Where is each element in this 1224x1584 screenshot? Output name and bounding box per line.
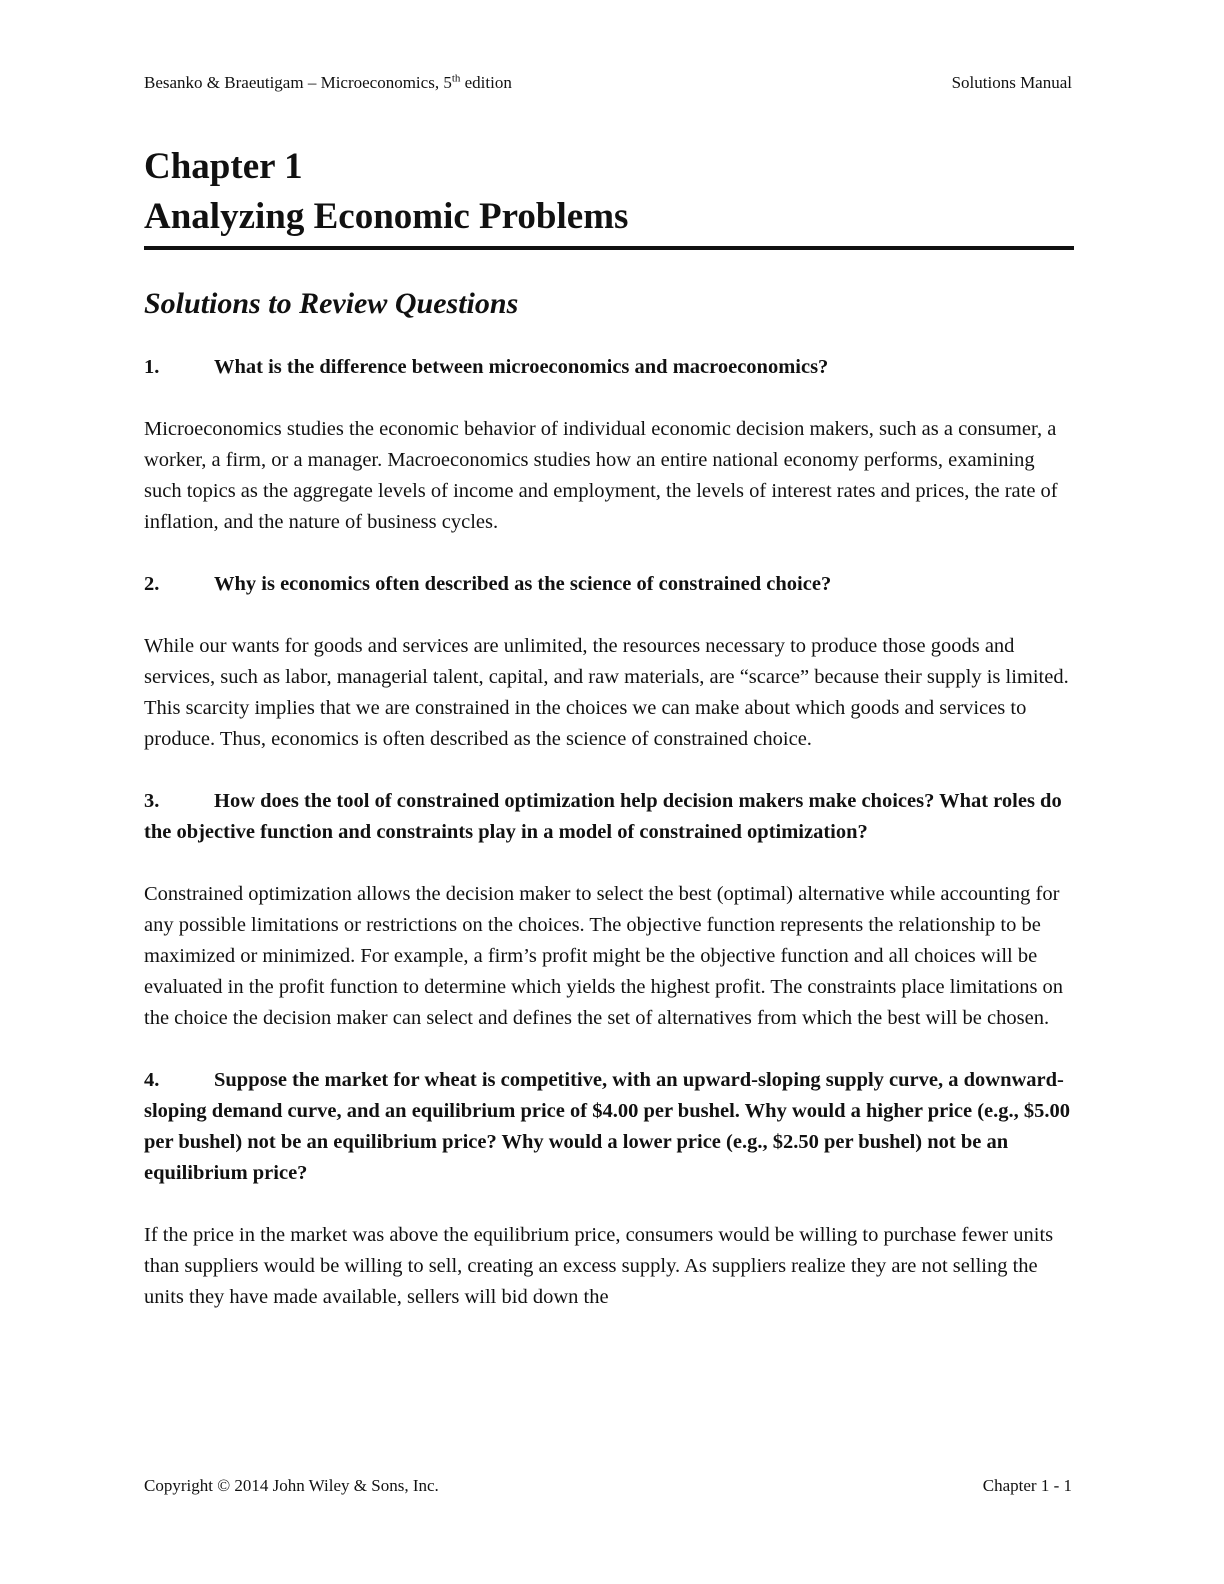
question-body: How does the tool of constrained optimization help decision makers make choices? What roles do the objective function and constraints play in a model of constrained optimization?	[144, 790, 1062, 843]
question-block	[144, 786, 1074, 1034]
chapter-number: Chapter 1	[144, 146, 303, 187]
question-text	[144, 786, 1074, 848]
footer-copyright: Copyright © 2014 John Wiley & Sons, Inc.	[144, 1476, 439, 1495]
question-body: Suppose the market for wheat is competitive, with an upward-sloping supply curve, a downward-sloping demand curve, and an equilibrium price of $4.00 per bushel. Why would a higher price (e.g., $5.00 per bushel) not be an equilibrium price? Why would a lower price (e.g., $2.50 per bushel) not be an equilibrium price?	[144, 1069, 1071, 1184]
question-text	[144, 569, 1074, 600]
question-number: 2.	[144, 573, 160, 595]
running-footer	[144, 1475, 1072, 1497]
question-number: 1.	[144, 356, 160, 378]
question-block	[144, 569, 1074, 755]
answer-text: While our wants for goods and services are unlimited, the resources necessary to produce those goods and services, such as labor, managerial talent, capital, and raw materials, are “scarce” because their supply is limited. This scarcity implies that we are constrained in the choices we can make about which goods and services to produce. Thus, economics is often described as the science of constrained choice.	[144, 635, 1069, 750]
answer-text: Microeconomics studies the economic behavior of individual economic decision makers, such as a consumer, a worker, a firm, or a manager. Macroeconomics studies how an entire national economy performs, examining such topics as the aggregate levels of income and employment, the levels of interest rates and prices, the rate of inflation, and the nature of business cycles.	[144, 418, 1058, 533]
chapter-title	[144, 142, 1072, 242]
chapter-name: Analyzing Economic Problems	[144, 196, 629, 237]
header-book-title-text: Besanko & Braeutigam – Microeconomics, 5	[144, 73, 452, 92]
section-heading: Solutions to Review Questions	[144, 287, 519, 320]
question-text	[144, 352, 1074, 383]
header-book-title	[144, 72, 512, 94]
question-block	[144, 352, 1074, 538]
header-edition-suffix: edition	[460, 73, 512, 92]
answer-text: Constrained optimization allows the decision maker to select the best (optimal) alternative while accounting for any possible limitations or restrictions on the choices. The objective function represents the relationship to be maximized or minimized. For example, a firm’s profit might be the objective function and all choices will be evaluated in the profit function to determine which yields the highest profit. The constraints place limitations on the choice the decision maker can select and defines the set of alternatives from which the best will be chosen.	[144, 883, 1064, 1029]
question-number: 4.	[144, 1069, 160, 1091]
question-text	[144, 1065, 1074, 1189]
answer-text: If the price in the market was above the equilibrium price, consumers would be willing to purchase fewer units than suppliers would be willing to sell, creating an excess supply. As suppliers realize they are not selling the units they have made available, sellers will bid down the	[144, 1224, 1054, 1308]
title-divider	[144, 246, 1074, 250]
header-edition-superscript: th	[451, 72, 461, 85]
question-body: What is the difference between microeconomics and macroeconomics?	[214, 356, 829, 378]
running-header	[144, 72, 1072, 94]
question-number: 3.	[144, 790, 160, 812]
questions-list	[144, 352, 1074, 1313]
question-body: Why is economics often described as the science of constrained choice?	[214, 573, 832, 595]
header-manual-label: Solutions Manual	[951, 73, 1072, 92]
footer-page-number: Chapter 1 - 1	[982, 1476, 1072, 1495]
question-block	[144, 1065, 1074, 1313]
